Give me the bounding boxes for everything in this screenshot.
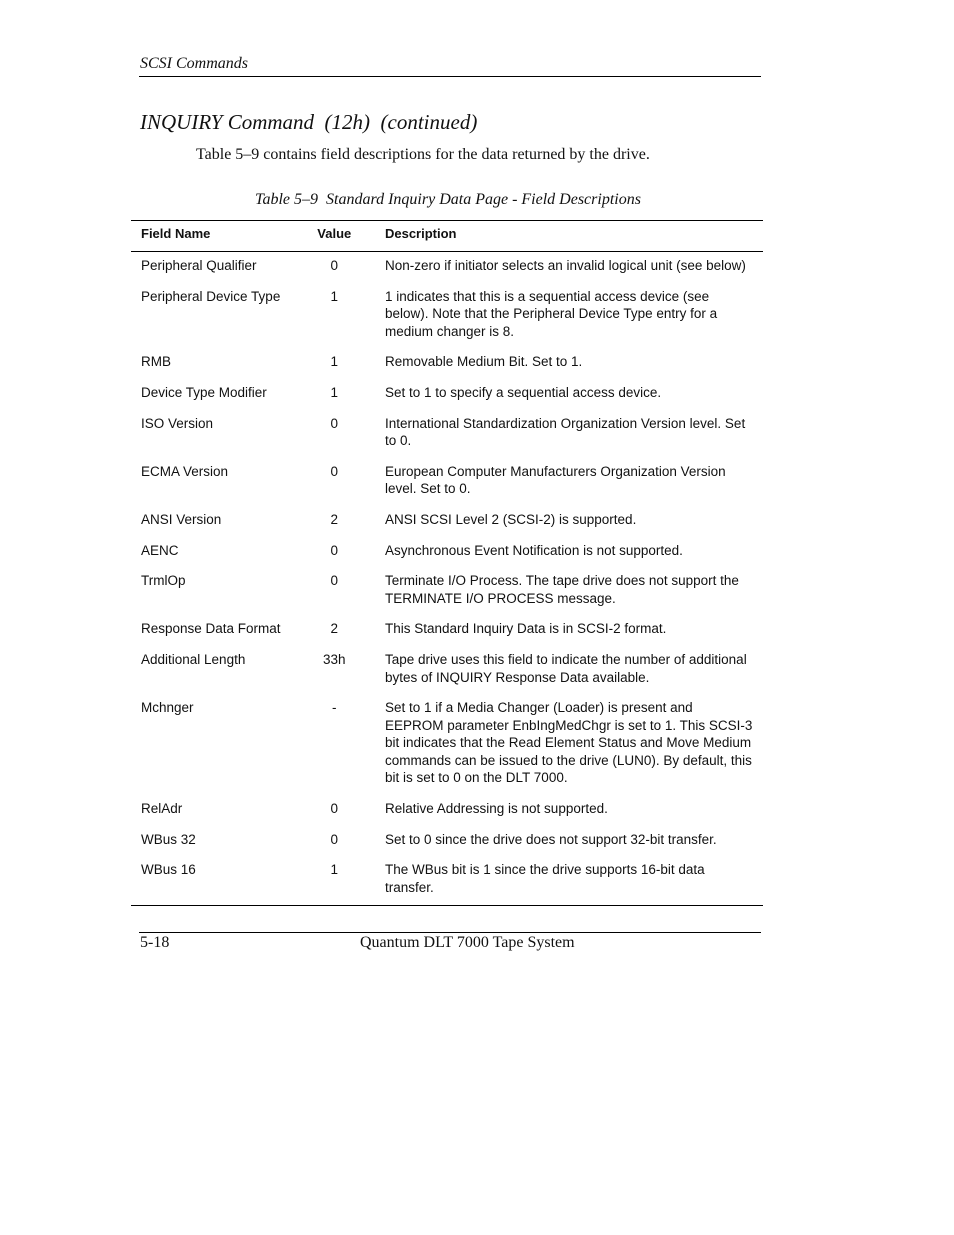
field-name-cell: ISO Version: [141, 415, 214, 431]
table-row: [131, 651, 763, 699]
table-row: [131, 384, 763, 415]
field-name-cell: ECMA Version: [141, 463, 229, 479]
description-cell: This Standard Inquiry Data is in SCSI-2 format.: [384, 621, 667, 637]
value-cell: 1: [304, 861, 365, 906]
intro-paragraph: Table 5–9 contains field descriptions for the data returned by the drive.: [196, 146, 650, 163]
value-cell: 0: [330, 258, 339, 273]
field-name-cell: Peripheral Device Type: [141, 288, 281, 304]
field-name-cell: Device Type Modifier: [141, 384, 267, 400]
table-row: [131, 800, 763, 831]
field-name-cell: Response Data Format: [141, 621, 281, 637]
footer-rule: [139, 932, 761, 933]
table-row: [131, 572, 763, 620]
table-header-row: [131, 221, 763, 252]
description-cell: Relative Addressing is not supported.: [384, 801, 608, 817]
field-name-cell: TrmlOp: [141, 573, 186, 589]
table-row: [131, 511, 763, 542]
header-rule: [139, 76, 761, 77]
description-cell: ANSI SCSI Level 2 (SCSI-2) is supported.: [384, 511, 637, 527]
table-row: [131, 542, 763, 573]
table-row: [131, 699, 763, 800]
value-cell: 1: [330, 288, 339, 304]
value-cell: 1: [330, 384, 339, 400]
field-name-cell: Mchnger: [141, 700, 194, 716]
value-cell: 2: [330, 621, 339, 637]
field-name-cell: WBus 16: [131, 861, 304, 906]
description-cell: The WBus bit is 1 since the drive supports 16-bit data transfer.: [365, 861, 763, 906]
value-cell: 33h: [323, 651, 346, 667]
column-header-field-name: Field Name: [131, 221, 304, 252]
description-cell: International Standardization Organization Version level. Set to 0.: [384, 415, 746, 449]
value-cell: 0: [330, 831, 339, 847]
value-cell: 0: [330, 542, 339, 558]
page-number: 5-18: [140, 934, 170, 951]
table-row: [131, 288, 763, 354]
table-row: [131, 463, 763, 511]
description-cell: Tape drive uses this field to indicate the number of additional bytes of INQUIRY Response Data available.: [384, 651, 747, 685]
table-row: [131, 415, 763, 463]
value-cell: -: [332, 700, 337, 716]
value-cell: 0: [330, 573, 339, 589]
value-cell: 2: [330, 511, 339, 527]
description-cell: Asynchronous Event Notification is not supported.: [384, 542, 683, 558]
value-cell: 0: [330, 415, 339, 431]
field-name-cell: RelAdr: [141, 801, 183, 817]
description-cell: European Computer Manufacturers Organization Version level. Set to 0.: [384, 463, 726, 497]
table-row: [131, 353, 763, 384]
field-name-cell: RMB: [141, 354, 171, 370]
field-name-cell: AENC: [141, 542, 179, 558]
table-row: [131, 252, 763, 288]
description-cell: Set to 1 if a Media Changer (Loader) is present and EEPROM parameter EnbIngMedChgr is set to 1. This SCSI-3 bit indicates that the Read Element Status and Move Medium commands can be issued to the drive (LUN0). By default, this bit is set to 0 on the DLT 7000.: [384, 700, 753, 786]
footer-title: Quantum DLT 7000 Tape System: [360, 934, 575, 951]
column-header-value: Value: [304, 221, 365, 252]
description-cell: 1 indicates that this is a sequential access device (see below). Note that the Peripheral Device Type entry for a medium changer is 8.: [384, 288, 718, 339]
table-row: [131, 831, 763, 862]
table-caption: Table 5–9 Standard Inquiry Data Page - Field Descriptions: [255, 191, 641, 208]
field-descriptions-table: [131, 220, 763, 906]
field-name-cell: Additional Length: [141, 651, 246, 667]
table-body: [131, 252, 763, 906]
field-name-cell: WBus 32: [141, 831, 196, 847]
value-cell: 0: [330, 801, 339, 817]
value-cell: 0: [330, 463, 339, 479]
description-cell: Set to 1 to specify a sequential access device.: [384, 384, 662, 400]
table-row: [131, 861, 763, 906]
description-cell: Terminate I/O Process. The tape drive does not support the TERMINATE I/O PROCESS message.: [384, 573, 739, 606]
field-name-cell: Peripheral Qualifier: [141, 258, 257, 273]
field-name-cell: ANSI Version: [141, 511, 222, 527]
running-head: SCSI Commands: [140, 55, 249, 72]
column-header-description: Description: [365, 221, 763, 252]
table-row: [131, 620, 763, 651]
description-cell: Removable Medium Bit. Set to 1.: [384, 354, 583, 370]
description-cell: Non-zero if initiator selects an invalid logical unit (see below): [384, 258, 746, 273]
section-title: INQUIRY Command (12h) (continued): [140, 110, 478, 134]
description-cell: Set to 0 since the drive does not support 32-bit transfer.: [384, 831, 717, 847]
value-cell: 1: [330, 354, 339, 370]
